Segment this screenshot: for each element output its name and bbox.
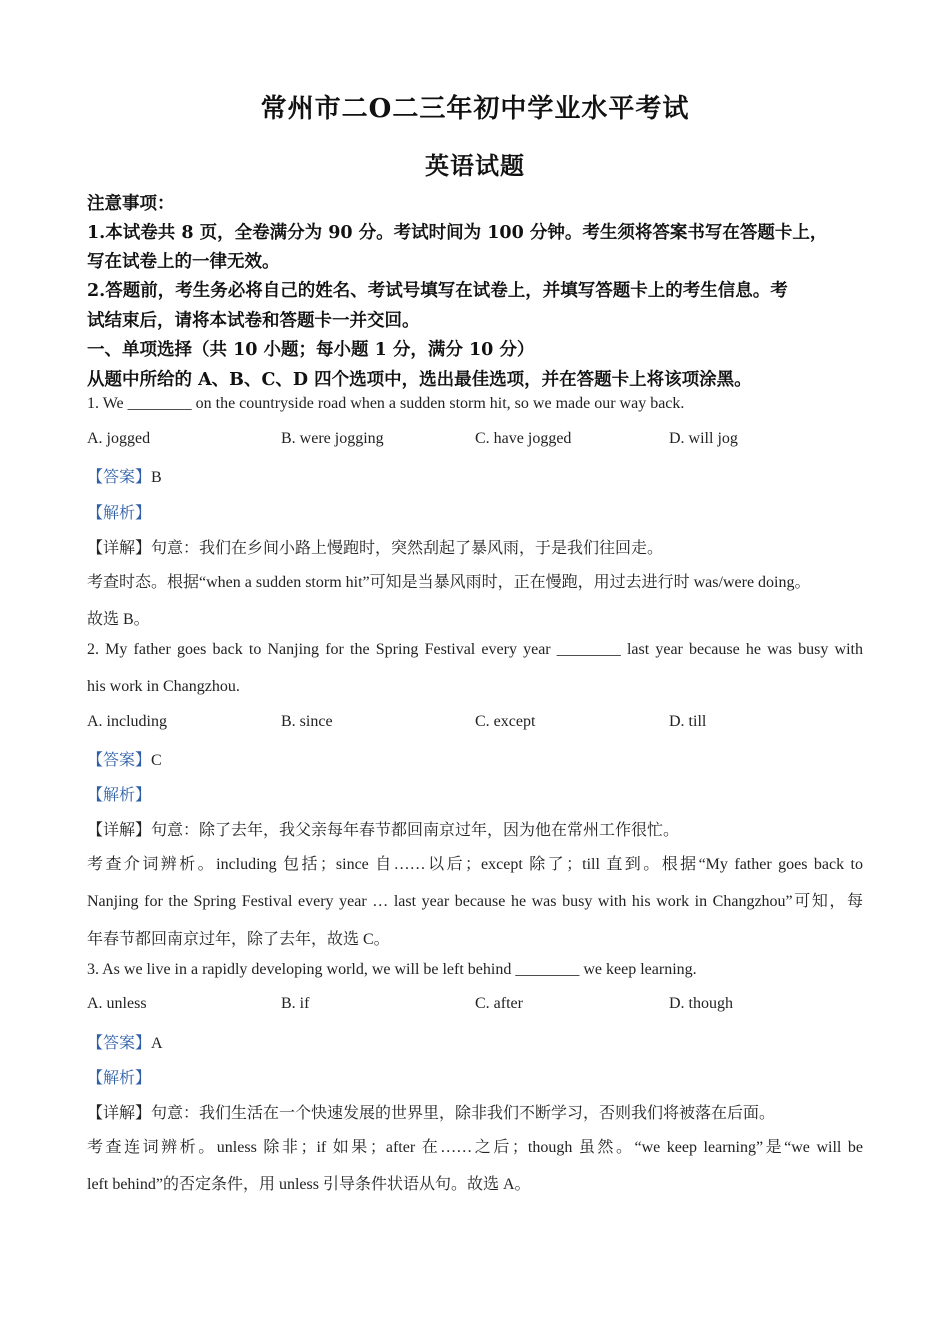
notice-heading: 注意事项： <box>87 194 175 214</box>
notice-item-2-cont: 试结束后，请将本试卷和答题卡一并交回。 <box>87 311 420 331</box>
answer-value: C <box>151 752 162 769</box>
question-2-option-b: B. since <box>281 713 333 730</box>
section-heading: 一、单项选择（共 10 小题；每小题 1 分，满分 10 分） <box>87 340 535 360</box>
question-3-option-b: B. if <box>281 995 310 1012</box>
question-1-option-a: A. jogged <box>87 430 151 447</box>
question-1-analysis-label: 【解析】 <box>87 505 152 522</box>
question-2-explanation: 考查介词辨析。including 包括；since 自……以后；except 除了；till 直到。根据“My father goes back to <box>87 856 863 873</box>
question-2-stem-cont: his work in Changzhou. <box>87 678 240 695</box>
question-3-detail <box>87 1100 775 1123</box>
section-instruction: 从题中所给的 A、B、C、D 四个选项中，选出最佳选项，并在答题卡上将该项涂黑。 <box>87 370 752 390</box>
notice-item-1: 1.本试卷共 8 页，全卷满分为 90 分。考试时间为 100 分钟。考生须将答案书写在答题卡上， <box>87 223 828 243</box>
question-3-conclusion: left behind”的否定条件，用 unless 引导条件状语从句。故选 A。 <box>87 1176 531 1193</box>
answer-label: 【答案】 <box>87 469 152 486</box>
notice-item-1-cont: 写在试卷上的一律无效。 <box>87 252 280 272</box>
question-3-option-c: C. after <box>475 995 523 1012</box>
question-2-stem: 2. My father goes back to Nanjing for the Spring Festival every year ________ last year because he was busy with <box>87 641 863 658</box>
question-1-stem: 1. We ________ on the countryside road when a sudden storm hit, so we made our way back. <box>87 395 685 412</box>
detail-label: 【详解】 <box>87 1105 152 1122</box>
question-1-answer <box>87 464 162 487</box>
detail-text: 句意：我们在乡间小路上慢跑时，突然刮起了暴风雨，于是我们往回走。 <box>151 540 664 557</box>
question-3-option-a: A. unless <box>87 995 147 1012</box>
question-3-explanation: 考查连词辨析。unless 除非；if 如果；after 在……之后；though 虽然。“we keep learning”是“we will be <box>87 1139 863 1156</box>
answer-value: B <box>151 469 162 486</box>
detail-label: 【详解】 <box>87 540 152 557</box>
question-2-option-c: C. except <box>475 713 536 730</box>
question-3-option-d: D. though <box>669 995 733 1012</box>
detail-text: 句意：我们生活在一个快速发展的世界里，除非我们不断学习，否则我们将被落在后面。 <box>151 1105 776 1122</box>
answer-label: 【答案】 <box>87 1035 152 1052</box>
exam-subtitle: 英语试题 <box>425 151 525 180</box>
detail-label: 【详解】 <box>87 822 152 839</box>
question-1-conclusion: 故选 B。 <box>87 611 150 628</box>
answer-label: 【答案】 <box>87 752 152 769</box>
notice-item-2: 2.答题前，考生务必将自己的姓名、考试号填写在试卷上，并填写答题卡上的考生信息。考 <box>87 281 788 301</box>
question-3-stem: 3. As we live in a rapidly developing world, we will be left behind ________ we keep learning. <box>87 961 697 978</box>
answer-value: A <box>151 1035 163 1052</box>
question-2-analysis-label: 【解析】 <box>87 787 152 804</box>
question-2-answer <box>87 747 162 770</box>
question-3-analysis-label: 【解析】 <box>87 1070 152 1087</box>
question-1-option-b: B. were jogging <box>281 430 384 447</box>
question-2-detail <box>87 817 679 840</box>
question-2-option-a: A. including <box>87 713 167 730</box>
question-1-option-d: D. will jog <box>669 430 738 447</box>
question-1-option-c: C. have jogged <box>475 430 572 447</box>
exam-title: 常州市二O二三年初中学业水平考试 <box>260 94 690 124</box>
question-2-conclusion: 年春节都回南京过年，除了去年，故选 C。 <box>87 931 390 948</box>
detail-text: 句意：除了去年，我父亲每年春节都回南京过年，因为他在常州工作很忙。 <box>151 822 680 839</box>
question-1-detail <box>87 535 663 558</box>
question-1-explanation: 考查时态。根据“when a sudden storm hit”可知是当暴风雨时，正在慢跑，用过去进行时 was/were doing。 <box>87 574 811 591</box>
question-3-answer <box>87 1030 163 1053</box>
question-2-option-d: D. till <box>669 713 707 730</box>
question-2-explanation-cont: Nanjing for the Spring Festival every year … last year because he was busy with his work in Changzhou”可知，每 <box>87 893 863 910</box>
